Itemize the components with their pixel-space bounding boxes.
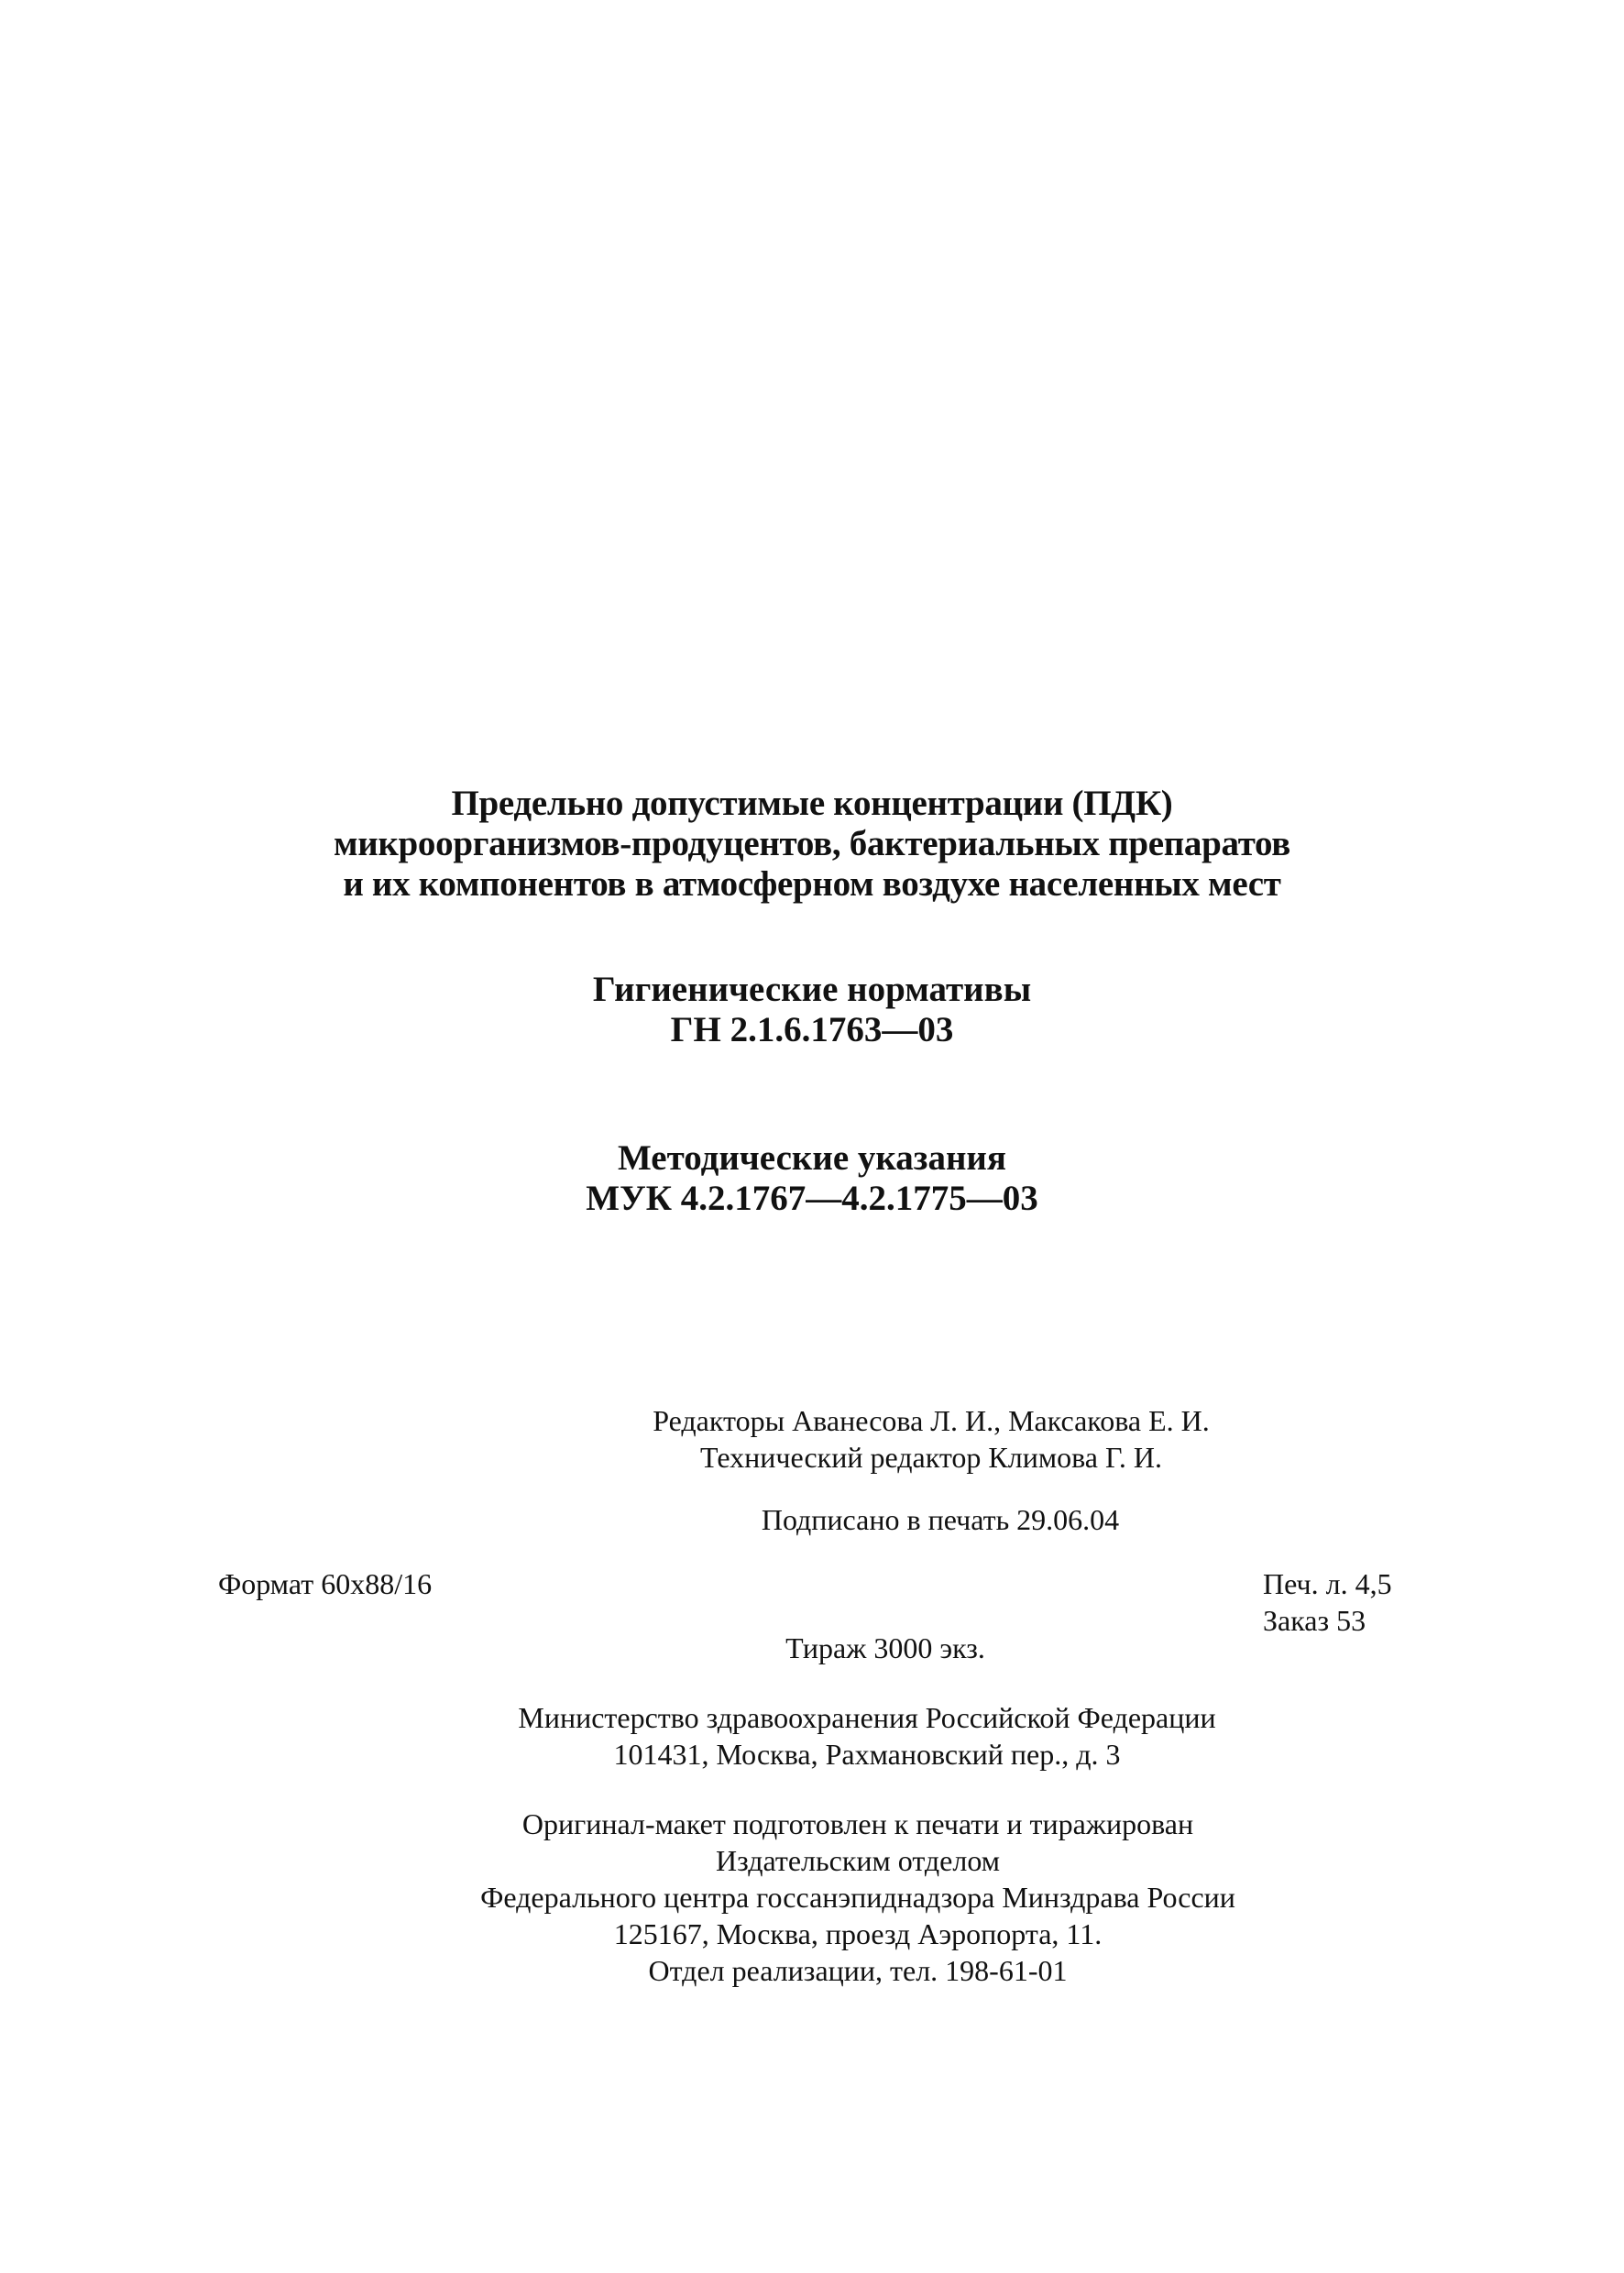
muk-block — [0, 1138, 1624, 1219]
order-number: Заказ 53 — [1263, 1604, 1366, 1637]
original-line-1: Оригинал-макет подготовлен к печати и тиражирован — [521, 1807, 1194, 1840]
publisher-block — [55, 1699, 1624, 1773]
gn-code: ГН 2.1.6.1763—03 — [670, 1010, 954, 1049]
editors-line: Редакторы Аванесова Л. И., Максакова Е. И. — [653, 1404, 1210, 1437]
title-line-1: Предельно допустимые концентрации (ПДК) — [451, 784, 1173, 823]
original-line-2: Издательским отделом — [716, 1844, 1000, 1877]
title-line-2: микроорганизмов-продуцентов, бактериальных препаратов — [333, 824, 1291, 863]
publisher-name: Министерство здравоохранения Российской Федерации — [518, 1701, 1216, 1734]
format-text: Формат 60x88/16 — [218, 1567, 433, 1600]
publisher-address: 101431, Москва, Рахмановский пер., д. 3 — [613, 1738, 1121, 1771]
signed-to-print: Подписано в печать 29.06.04 — [761, 1503, 1120, 1536]
print-details — [1263, 1565, 1392, 1639]
print-sheets: Печ. л. 4,5 — [1263, 1567, 1392, 1600]
gn-heading: Гигиенические нормативы — [592, 970, 1032, 1009]
original-layout-block — [46, 1806, 1624, 1989]
tech-editor-line: Технический редактор Климова Г. И. — [700, 1441, 1162, 1474]
muk-code: МУК 4.2.1767—4.2.1775—03 — [586, 1179, 1038, 1218]
document-title — [0, 784, 1624, 905]
print-run: Тираж 3000 экз. — [785, 1631, 985, 1664]
gn-block — [0, 970, 1624, 1050]
muk-heading: Методические указания — [617, 1138, 1006, 1178]
original-line-5: Отдел реализации, тел. 198-61-01 — [648, 1954, 1068, 1987]
original-line-3: Федерального центра госсанэпиднадзора Минздрава России — [480, 1881, 1235, 1914]
editors-block — [119, 1402, 1624, 1476]
original-line-4: 125167, Москва, проезд Аэропорта, 11. — [613, 1917, 1103, 1950]
title-line-3: и их компонентов в атмосферном воздухе населенных мест — [343, 864, 1281, 904]
